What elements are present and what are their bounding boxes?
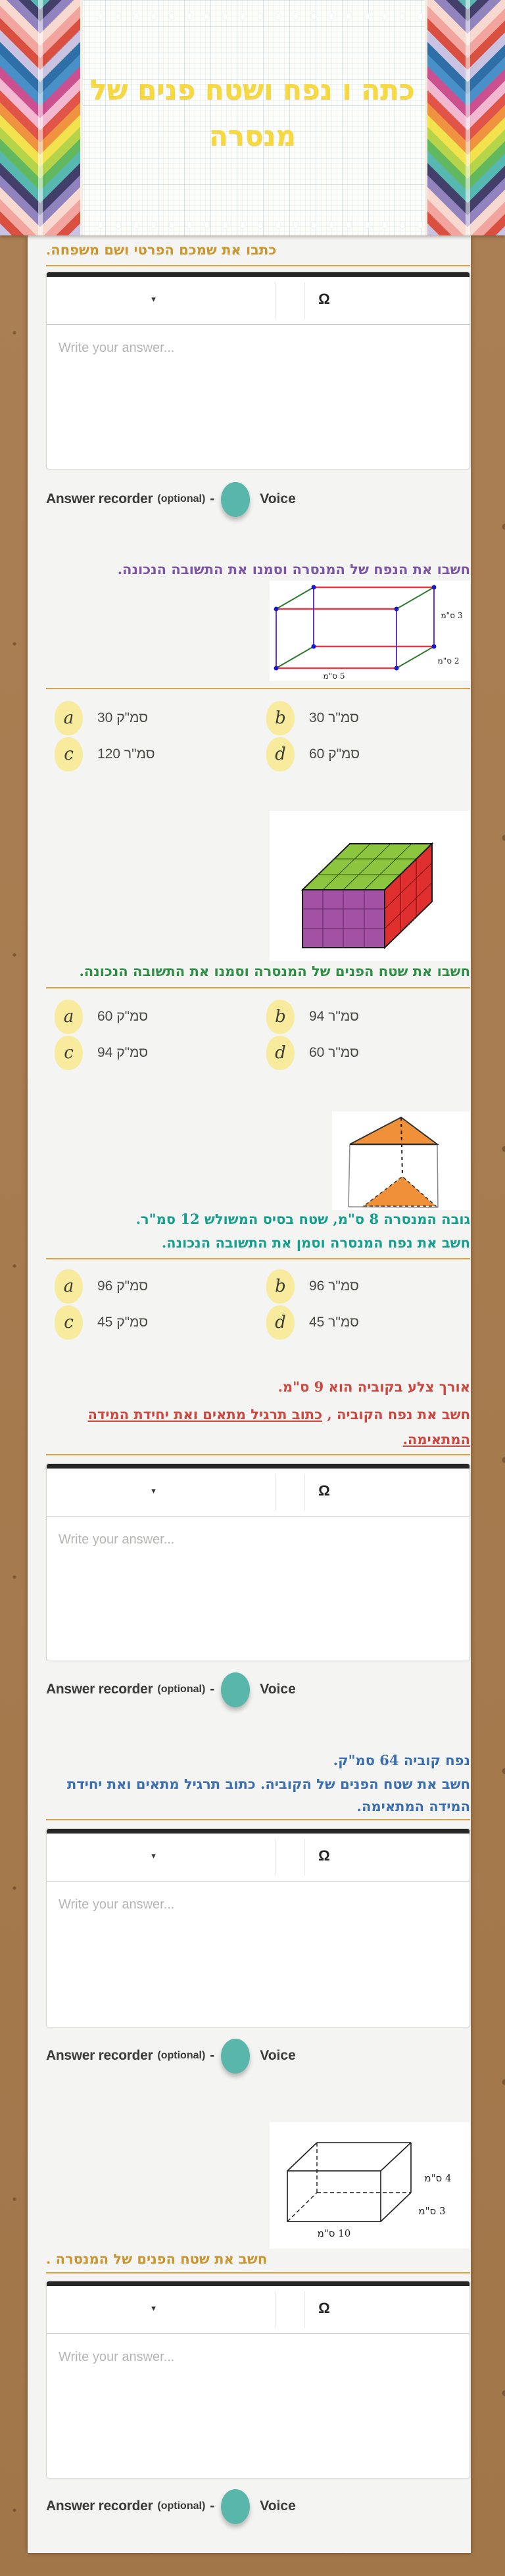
q3-option-d[interactable] xyxy=(266,1036,359,1070)
option-text: 30 סמ"ק xyxy=(97,710,149,725)
q6-prompt-line3: המידה המתאימה. xyxy=(356,1798,470,1814)
option-letter-badge: a xyxy=(55,701,83,735)
q7-cuboid-figure xyxy=(270,2122,470,2248)
paragraph-style-dropdown[interactable] xyxy=(126,2295,181,2321)
q4-divider xyxy=(46,1258,470,1259)
option-text: 60 סמ"ק xyxy=(97,1009,149,1024)
binder-holes-bottom xyxy=(92,218,429,232)
recorder-dash: - xyxy=(210,491,215,506)
recorder-optional-label: (optional) xyxy=(157,2500,206,2512)
option-text: 94 סמ"ר xyxy=(309,1009,359,1024)
option-letter-badge: d xyxy=(266,737,295,771)
chevron-down-icon: ▾ xyxy=(151,1851,156,1860)
q3-options-row2 xyxy=(46,1036,470,1070)
q1-divider xyxy=(46,265,470,266)
q7-width-label: 10 ס"מ xyxy=(317,2227,351,2239)
q5-divider xyxy=(46,1454,470,1455)
option-letter-badge: b xyxy=(266,1269,295,1303)
page-title-line2: מנסרה xyxy=(208,120,297,152)
editor-top-bar xyxy=(47,272,469,277)
option-text: 120 סמ"ר xyxy=(97,746,155,762)
q5-answer-recorder xyxy=(46,1671,441,1708)
paragraph-style-dropdown[interactable] xyxy=(126,1843,181,1869)
omega-icon: Ω xyxy=(318,2300,330,2316)
q5-prompt-line1: אורך צלע בקוביה הוא 9 ס"מ. xyxy=(277,1378,470,1395)
q7-answer-textarea[interactable] xyxy=(47,2334,469,2478)
recorder-label: Answer recorder xyxy=(46,2498,153,2514)
toolbar-separator xyxy=(275,1839,276,1876)
recorder-dash: - xyxy=(210,2498,215,2514)
chevron-down-icon: ▾ xyxy=(151,2303,156,2313)
option-letter-badge: d xyxy=(266,1305,295,1340)
q3-prompt: חשבו את שטח הפנים של המנסרה וסמנו את התשובה הנכונה. xyxy=(79,963,470,979)
recorder-optional-label: (optional) xyxy=(157,1684,206,1695)
paragraph-style-dropdown[interactable] xyxy=(126,1478,181,1504)
chevron-decoration-right xyxy=(425,0,505,235)
q2-option-c[interactable] xyxy=(55,737,155,771)
special-character-button[interactable] xyxy=(310,286,339,312)
voice-label: Voice xyxy=(260,2498,296,2514)
q4-prompt-line2: חשב את נפח המנסרה וסמן את התשובה הנכונה. xyxy=(161,1234,470,1251)
q6-prompt-line2: חשב את שטח הפנים של הקוביה. כתוב תרגיל מתאים ואת יחידת xyxy=(66,1776,470,1792)
recorder-dash: - xyxy=(210,2048,215,2063)
paragraph-style-dropdown[interactable] xyxy=(126,286,181,312)
editor-top-bar xyxy=(47,1829,469,1834)
q1-answer-recorder xyxy=(46,481,441,518)
q6-answer-textarea[interactable] xyxy=(47,1882,469,2027)
q5-answer-textarea[interactable] xyxy=(47,1517,469,1661)
answer-placeholder: Write your answer... xyxy=(59,341,175,355)
header-banner xyxy=(0,0,505,235)
q2-depth-label: 2 ס"מ xyxy=(437,656,460,666)
special-character-button[interactable] xyxy=(310,1843,339,1869)
toolbar-separator xyxy=(304,1474,305,1511)
q4-options-row2 xyxy=(46,1305,470,1340)
q1-answer-editor xyxy=(46,272,470,469)
q4-option-c[interactable] xyxy=(55,1305,148,1340)
q2-option-a[interactable] xyxy=(55,701,148,735)
voice-record-button[interactable] xyxy=(221,482,250,517)
q4-triangular-prism-figure xyxy=(332,1111,470,1210)
q3-box-figure xyxy=(270,811,470,961)
option-letter-badge: a xyxy=(55,1269,83,1303)
toolbar-separator xyxy=(275,1474,276,1511)
chevron-decoration-left xyxy=(0,0,83,235)
q6-answer-editor xyxy=(46,1828,470,2027)
q7-depth-label: 3 ס"מ xyxy=(418,2205,446,2217)
q3-option-b[interactable] xyxy=(266,1000,359,1034)
voice-record-button[interactable] xyxy=(221,1672,250,1707)
omega-icon: Ω xyxy=(318,1482,330,1499)
omega-icon: Ω xyxy=(318,291,330,307)
q4-option-d[interactable] xyxy=(266,1305,359,1340)
page-title-line1: כתה ו נפח ושטח פנים של xyxy=(90,74,415,106)
q2-prompt: חשבו את הנפח של המנסרה וסמנו את התשובה הנכונה. xyxy=(117,561,470,577)
q2-option-b[interactable] xyxy=(266,701,359,735)
editor-toolbar xyxy=(47,277,469,325)
q3-divider xyxy=(46,987,470,988)
q4-options-row1 xyxy=(46,1269,470,1303)
option-text: 94 סמ"ק xyxy=(97,1045,149,1060)
recorder-dash: - xyxy=(210,1682,215,1697)
option-text: 30 סמ"ר xyxy=(309,710,359,725)
chevron-down-icon: ▾ xyxy=(151,1486,156,1495)
answer-placeholder: Write your answer... xyxy=(59,1532,175,1547)
recorder-label: Answer recorder xyxy=(46,1682,153,1697)
recorder-optional-label: (optional) xyxy=(157,2050,206,2061)
chevron-down-icon: ▾ xyxy=(151,294,156,304)
editor-top-bar xyxy=(47,1464,469,1469)
q7-answer-recorder xyxy=(46,2488,441,2525)
q5-line2-underlined: כתוב תרגיל מתאים ואת יחידת המידה xyxy=(87,1406,323,1422)
option-letter-badge: b xyxy=(266,701,295,735)
binder-holes-top xyxy=(92,9,429,24)
q5-prompt-line3: המתאימה. xyxy=(402,1431,470,1447)
q2-height-label: 3 ס"מ xyxy=(441,611,463,620)
editor-toolbar xyxy=(47,1834,469,1882)
voice-record-button[interactable] xyxy=(221,2489,250,2524)
q1-prompt: כתבו את שמכם הפרטי ושם משפחה. xyxy=(46,241,277,258)
q6-answer-recorder xyxy=(46,2037,441,2074)
q3-option-a[interactable] xyxy=(55,1000,148,1034)
omega-icon: Ω xyxy=(318,1847,330,1864)
toolbar-separator xyxy=(304,2291,305,2328)
q5-line2-start: חשב את נפח הקוביה , xyxy=(322,1406,470,1422)
q6-divider xyxy=(46,1819,470,1820)
q4-option-b[interactable] xyxy=(266,1269,359,1303)
voice-label: Voice xyxy=(260,1682,296,1697)
q2-options-row1 xyxy=(46,701,470,735)
q5-prompt-line2 xyxy=(46,1406,470,1423)
q2-option-d[interactable] xyxy=(266,737,360,771)
option-text: 45 סמ"ק xyxy=(97,1315,149,1330)
toolbar-separator xyxy=(304,282,305,319)
q2-prism-figure xyxy=(270,581,470,681)
special-character-button[interactable] xyxy=(310,1478,339,1504)
option-text: 96 סמ"ק xyxy=(97,1278,149,1294)
voice-label: Voice xyxy=(260,2048,296,2063)
editor-toolbar xyxy=(47,2286,469,2334)
q3-options-row1 xyxy=(46,1000,470,1034)
recorder-label: Answer recorder xyxy=(46,2048,153,2063)
option-text: 45 סמ"ר xyxy=(309,1315,359,1330)
option-text: 60 סמ"ק xyxy=(309,746,360,762)
option-text: 96 סמ"ר xyxy=(309,1278,359,1294)
voice-record-button[interactable] xyxy=(221,2039,250,2074)
q4-prompt-line1: גובה המנסרה 8 ס"מ, שטח בסיס המשולש 12 סמ"ר. xyxy=(135,1211,470,1227)
editor-top-bar xyxy=(47,2281,469,2286)
option-text: 60 סמ"ר xyxy=(309,1045,359,1060)
toolbar-separator xyxy=(275,282,276,319)
option-letter-badge: d xyxy=(266,1036,295,1070)
answer-placeholder: Write your answer... xyxy=(59,2350,175,2364)
option-letter-badge: c xyxy=(55,737,83,771)
option-letter-badge: c xyxy=(55,1036,83,1070)
q7-answer-editor xyxy=(46,2281,470,2478)
toolbar-separator xyxy=(275,2291,276,2328)
voice-label: Voice xyxy=(260,491,296,506)
q7-divider xyxy=(46,2272,470,2273)
q2-divider xyxy=(46,688,470,689)
option-letter-badge: c xyxy=(55,1305,83,1340)
special-character-button[interactable] xyxy=(310,2295,339,2321)
q1-answer-textarea[interactable] xyxy=(47,325,469,469)
q2-options-row2 xyxy=(46,737,470,771)
q5-answer-editor xyxy=(46,1463,470,1661)
q3-option-c[interactable] xyxy=(55,1036,148,1070)
answer-placeholder: Write your answer... xyxy=(59,1897,175,1912)
option-letter-badge: b xyxy=(266,1000,295,1034)
editor-toolbar xyxy=(47,1469,469,1517)
q2-width-label: 5 ס"מ xyxy=(323,671,345,681)
q4-option-a[interactable] xyxy=(55,1269,148,1303)
option-letter-badge: a xyxy=(55,1000,83,1034)
toolbar-separator xyxy=(304,1839,305,1876)
recorder-optional-label: (optional) xyxy=(157,493,206,504)
q6-prompt-line1: נפח קוביה 64 סמ"ק. xyxy=(333,1752,470,1768)
recorder-label: Answer recorder xyxy=(46,491,153,506)
q7-prompt: חשב את שטח הפנים של המנסרה . xyxy=(46,2250,268,2267)
q7-height-label: 4 ס"מ xyxy=(424,2172,452,2184)
